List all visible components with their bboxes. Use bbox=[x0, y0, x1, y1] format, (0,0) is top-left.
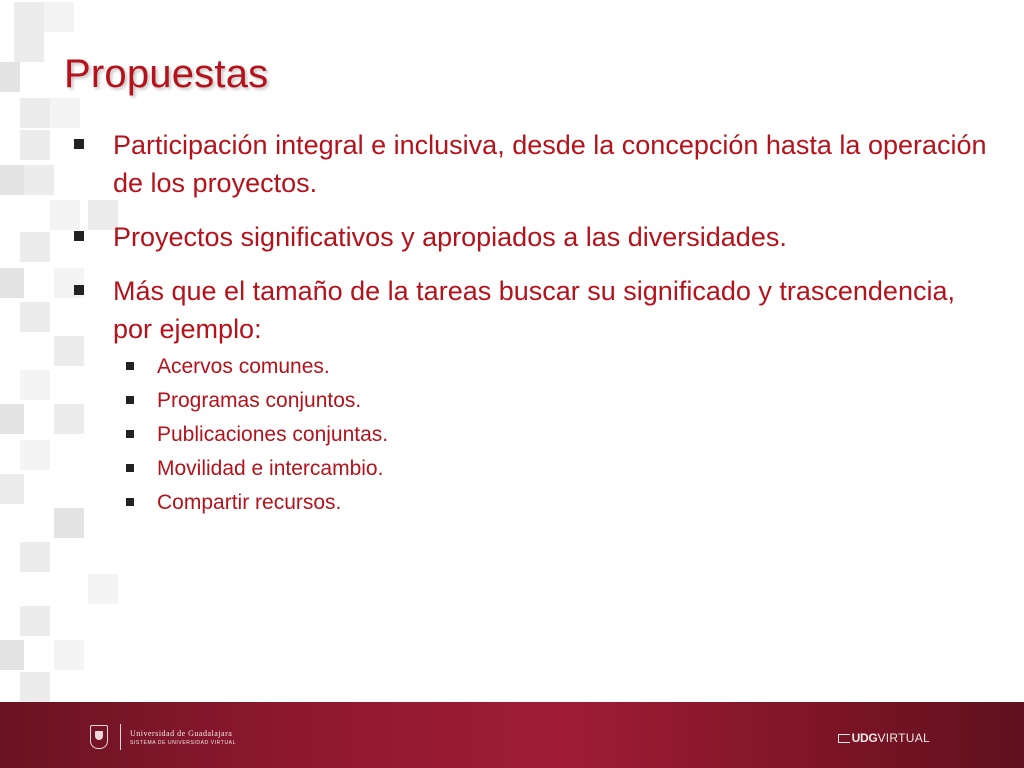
sub-bullet-item bbox=[72, 384, 992, 418]
brand-rest: VIRTUAL bbox=[877, 731, 930, 745]
square-bullet-icon bbox=[126, 430, 134, 438]
university-wordmark bbox=[130, 728, 236, 747]
sub-bullet-item bbox=[72, 486, 992, 520]
square-bullet-icon bbox=[74, 139, 84, 149]
square-bullet-icon bbox=[74, 231, 84, 241]
udg-bracket-icon bbox=[838, 734, 850, 743]
slide-title: Propuestas bbox=[64, 52, 269, 96]
bullet-item bbox=[72, 272, 992, 348]
sub-bullet-list bbox=[72, 350, 992, 520]
university-crest-icon bbox=[90, 725, 108, 749]
footer-band bbox=[0, 702, 1024, 768]
sub-bullet-text: Compartir recursos. bbox=[157, 491, 342, 514]
sub-bullet-text: Acervos comunes. bbox=[157, 355, 330, 378]
university-logo bbox=[90, 724, 236, 750]
square-bullet-icon bbox=[126, 396, 134, 404]
sub-bullet-text: Publicaciones conjuntas. bbox=[157, 423, 389, 446]
bullet-text: Más que el tamaño de la tareas buscar su significado y trascendencia, por ejemplo: bbox=[113, 276, 955, 344]
square-bullet-icon bbox=[126, 362, 134, 370]
sub-bullet-item bbox=[72, 350, 992, 384]
square-bullet-icon bbox=[126, 464, 134, 472]
bullet-text: Proyectos significativos y apropiados a las diversidades. bbox=[113, 222, 787, 252]
university-subtitle: SISTEMA DE UNIVERSIDAD VIRTUAL bbox=[130, 739, 236, 746]
bullet-item bbox=[72, 126, 992, 202]
university-name: Universidad de Guadalajara bbox=[130, 728, 233, 738]
sub-bullet-item bbox=[72, 452, 992, 486]
logo-divider bbox=[120, 724, 121, 750]
udg-virtual-logo bbox=[838, 731, 930, 745]
sub-bullet-text: Movilidad e intercambio. bbox=[157, 457, 384, 480]
square-bullet-icon bbox=[126, 498, 134, 506]
bullet-item bbox=[72, 218, 992, 256]
brand-bold: UDG bbox=[851, 731, 878, 745]
square-bullet-icon bbox=[74, 285, 84, 295]
sub-bullet-text: Programas conjuntos. bbox=[157, 389, 362, 412]
bullet-list bbox=[72, 126, 992, 520]
bullet-text: Participación integral e inclusiva, desde la concepción hasta la operación de los proyectos. bbox=[113, 130, 987, 198]
sub-bullet-item bbox=[72, 418, 992, 452]
